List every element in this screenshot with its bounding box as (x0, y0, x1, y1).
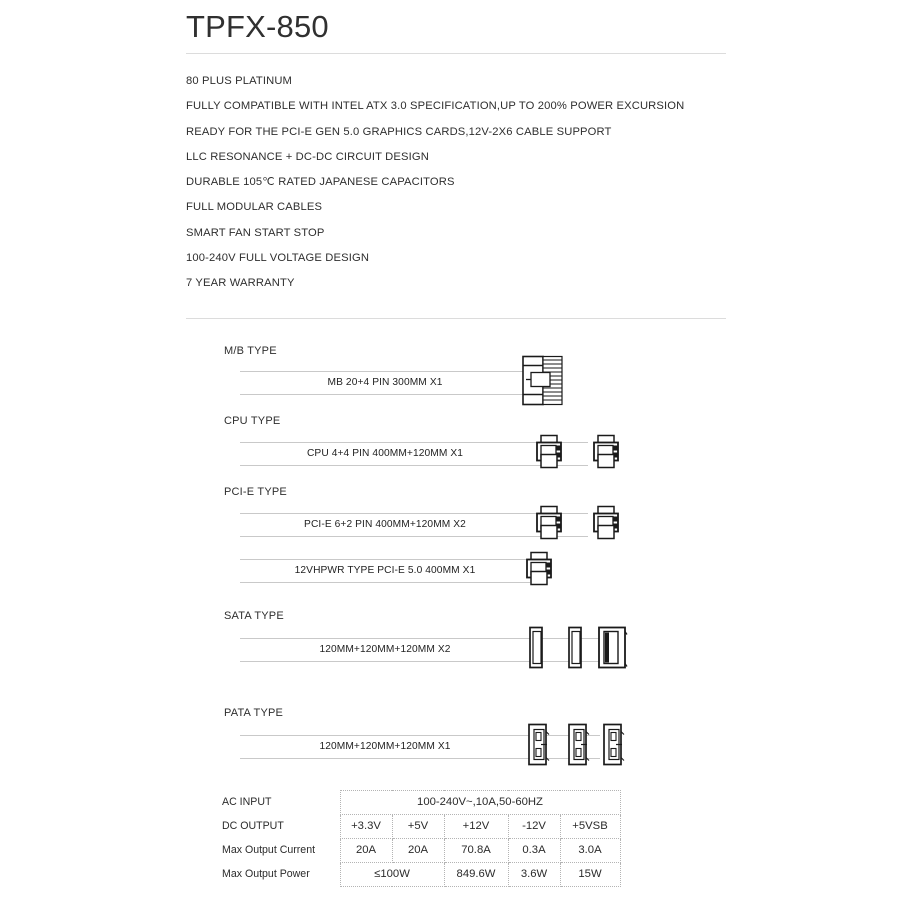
cell-power-combined-3v3-5v: ≤100W (340, 862, 444, 886)
cell-current-5vsb: 3.0A (560, 838, 620, 862)
cable-label-mb: MB 20+4 PIN 300MM X1 (327, 376, 443, 388)
cable-label-sata: 120MM+120MM+120MM X2 (319, 643, 451, 655)
feature-list (186, 54, 726, 297)
cell-dc-output-12v: +12V (444, 814, 508, 838)
cable-row-12vhpwr (240, 554, 726, 588)
cell-current-3v3: 20A (340, 838, 392, 862)
sata-connector-icon-a (527, 626, 547, 673)
sata-connector-icon-b (566, 626, 586, 673)
page-title: TPFX-850 (186, 9, 329, 44)
cable-diagram-section (186, 319, 726, 764)
specification-table (222, 790, 621, 887)
table-row-max-output-current (222, 838, 620, 862)
cell-current-5v: 20A (392, 838, 444, 862)
table-row-ac-input (222, 790, 620, 814)
feature-item: READY FOR THE PCI-E GEN 5.0 GRAPHICS CARDS,12V-2X6 CABLE SUPPORT (186, 125, 612, 138)
cell-power-12v: 849.6W (444, 862, 508, 886)
pcie-6plus2-connector-icon-b (593, 505, 623, 544)
content-column (186, 0, 726, 887)
cable-group-pata (186, 707, 726, 764)
feature-item: LLC RESONANCE + DC-DC CIRCUIT DESIGN (186, 150, 429, 163)
mb-24pin-connector-icon (522, 355, 564, 410)
feature-item: SMART FAN START STOP (186, 226, 325, 239)
cable-group-label-sata: SATA TYPE (224, 609, 284, 622)
cpu-4plus4-connector-icon-a (536, 434, 566, 473)
specification-table-wrap (222, 790, 726, 887)
feature-item: FULLY COMPATIBLE WITH INTEL ATX 3.0 SPECIFICATION,UP TO 200% POWER EXCURSION (186, 100, 685, 113)
cable-label-cpu: CPU 4+4 PIN 400MM+120MM X1 (306, 447, 464, 459)
12vhpwr-connector-icon (526, 551, 556, 590)
feature-item: 80 PLUS PLATINUM (186, 75, 293, 87)
cable-group-cpu (186, 415, 726, 471)
row-label-ac-input: AC INPUT (222, 796, 272, 809)
row-label-max-output-current: Max Output Current (222, 844, 316, 857)
feature-item: 100-240V FULL VOLTAGE DESIGN (186, 252, 370, 265)
table-row-dc-output (222, 814, 620, 838)
cell-ac-input-value: 100-240V~,10A,50-60HZ (340, 790, 620, 814)
cable-label-pcie-2: 12VHPWR TYPE PCI-E 5.0 400MM X1 (294, 564, 476, 576)
cable-group-sata (186, 610, 726, 667)
cpu-4plus4-connector-icon-b (593, 434, 623, 473)
pata-molex-connector-icon-c (602, 722, 628, 771)
cable-row-mb (240, 366, 726, 400)
cable-group-label-pata: PATA TYPE (224, 706, 284, 719)
pata-molex-connector-icon-a (527, 722, 553, 771)
feature-item: FULL MODULAR CABLES (186, 201, 323, 214)
cable-row-pcie-6plus2 (240, 508, 726, 542)
cell-dc-output-neg12v: -12V (508, 814, 560, 838)
row-label-dc-output: DC OUTPUT (222, 820, 284, 833)
feature-item: DURABLE 105℃ RATED JAPANESE CAPACITORS (186, 176, 455, 189)
cable-row-pata (240, 730, 726, 764)
cell-dc-output-5vsb: +5VSB (560, 814, 620, 838)
sata-connector-icon-c (598, 625, 628, 674)
pata-molex-connector-icon-b (567, 722, 593, 771)
cell-power-5vsb: 15W (560, 862, 620, 886)
row-label-max-output-power: Max Output Power (222, 868, 310, 881)
cable-label-pcie-1: PCI-E 6+2 PIN 400MM+120MM X2 (304, 518, 466, 530)
feature-item: 7 YEAR WARRANTY (186, 277, 295, 290)
cable-row-sata (240, 633, 726, 667)
table-row-max-output-power (222, 862, 620, 886)
cable-group-label-mb: M/B TYPE (224, 344, 277, 357)
cell-current-12v: 70.8A (444, 838, 508, 862)
cable-group-pcie (186, 486, 726, 588)
cable-group-label-cpu: CPU TYPE (224, 414, 281, 427)
cable-group-mb (186, 345, 726, 400)
cell-dc-output-5v: +5V (392, 814, 444, 838)
cell-power-neg12v: 3.6W (508, 862, 560, 886)
cell-dc-output-3v3: +3.3V (340, 814, 392, 838)
cable-group-label-pcie: PCI-E TYPE (224, 485, 287, 498)
cable-label-pata: 120MM+120MM+120MM X1 (319, 740, 451, 752)
cable-row-cpu (240, 437, 726, 471)
cell-current-neg12v: 0.3A (508, 838, 560, 862)
pcie-6plus2-connector-icon-a (536, 505, 566, 544)
